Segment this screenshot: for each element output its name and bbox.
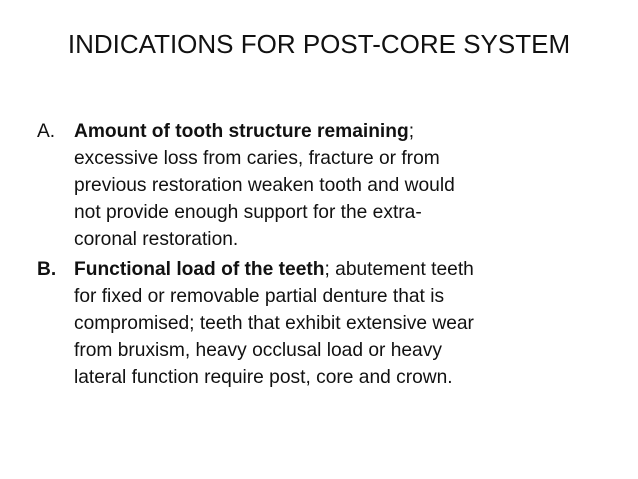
bullet-b-marker: B. <box>37 259 57 280</box>
bullet-a-line-4: not provide enough support for the extra- <box>74 202 422 223</box>
bullet-a-line-2: excessive loss from caries, fracture or from <box>74 148 440 169</box>
bullet-a-lead-tail: ; <box>408 121 415 142</box>
bullet-b-line-5: lateral function require post, core and crown. <box>74 367 453 388</box>
bullet-a-marker: A. <box>37 121 56 142</box>
bullet-b <box>37 256 627 391</box>
slide-title: INDICATIONS FOR POST-CORE SYSTEM <box>67 29 571 59</box>
bullet-b-lead: Functional load of the teeth <box>74 259 325 280</box>
bullet-a-line-3: previous restoration weaken tooth and would <box>74 175 455 196</box>
slide-body <box>37 118 627 394</box>
bullet-a-lead: Amount of tooth structure remaining <box>74 121 409 142</box>
bullet-a <box>37 118 627 253</box>
bullet-a-line-5: coronal restoration. <box>74 229 239 250</box>
bullet-a-line-1 <box>74 118 627 145</box>
bullet-b-lead-tail: ; abutement teeth <box>324 259 474 280</box>
bullet-b-line-2: for fixed or removable partial denture that is <box>74 286 445 307</box>
bullet-b-line-4: from bruxism, heavy occlusal load or heavy <box>74 340 442 361</box>
bullet-b-line-3: compromised; teeth that exhibit extensive wear <box>74 313 474 334</box>
bullet-b-line-1 <box>74 256 627 283</box>
